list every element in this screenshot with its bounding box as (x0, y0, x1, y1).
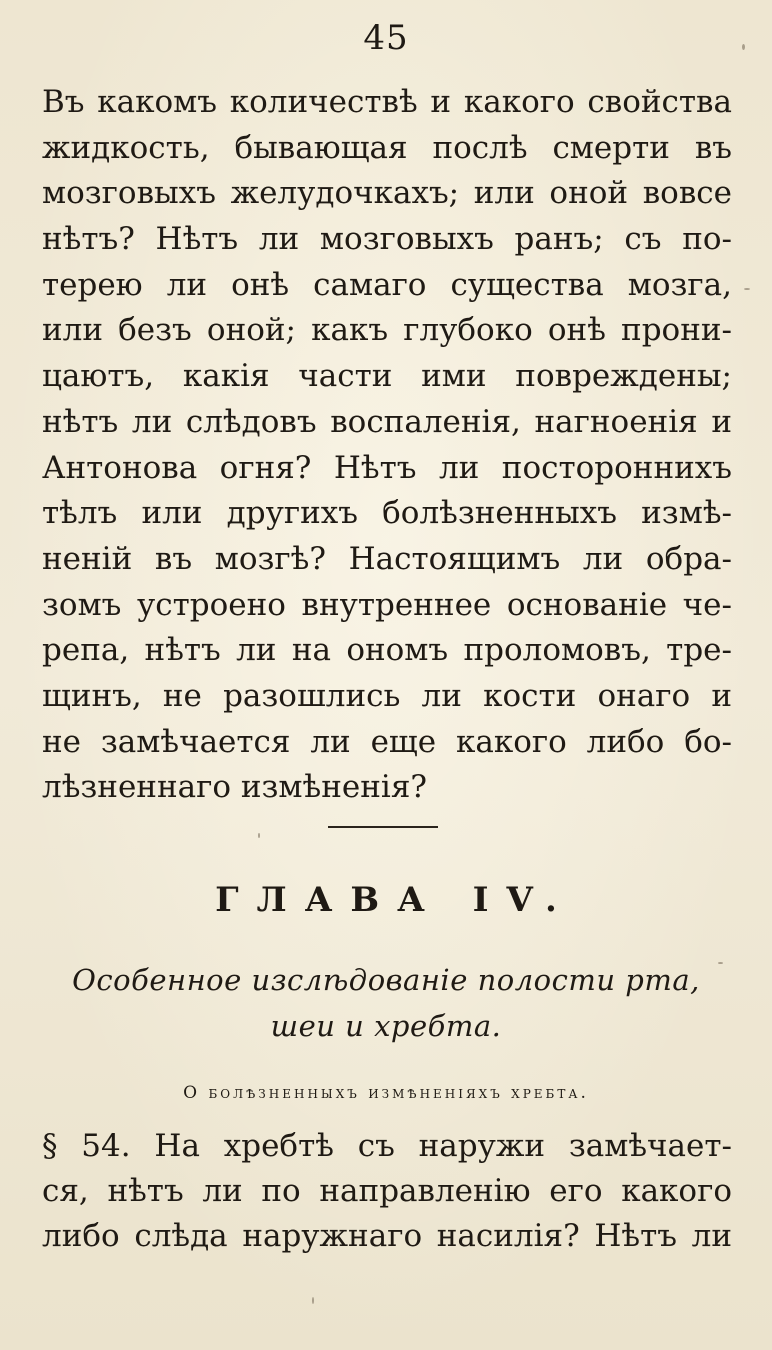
body-line: неній въ мозгѣ? Настоящимъ ли обра- (42, 540, 732, 577)
paragraph-line: либо слѣда наружнаго насилія? Нѣтъ ли (42, 1218, 732, 1254)
section-heading: О болѣзненныхъ измѣненіяхъ хребта. (183, 1083, 589, 1103)
body-line: нѣтъ ли слѣдовъ воспаленія, нагноенія и (42, 403, 732, 440)
body-line: мозговыхъ желудочкахъ; или оной вовсе (42, 175, 732, 212)
body-line: Антонова огня? Нѣтъ ли постороннихъ (42, 449, 732, 486)
body-line: тѣлъ или другихъ болѣзненныхъ измѣ- (42, 495, 732, 532)
body-line: зомъ устроено внутреннее основаніе че- (42, 586, 732, 623)
body-text (42, 80, 732, 811)
paragraph-line: ся, нѣтъ ли по направленію его какого (42, 1173, 732, 1209)
chapter-subtitle-line-2: шеи и хребта. (270, 1009, 502, 1043)
body-line: или безъ оной; какъ глубоко онѣ прони- (42, 312, 732, 349)
chapter-subtitle-line-1: Особенное изслѣдованіе полости рта, (72, 963, 700, 997)
paragraph-line: § 54. На хребтѣ съ наружи замѣчает- (42, 1128, 732, 1164)
body-line: щинъ, не разошлись ли кости онаго и (42, 677, 732, 714)
body-line: репа, нѣтъ ли на ономъ проломовъ, тре- (42, 632, 732, 669)
section-divider (328, 826, 438, 828)
page-number: 45 (363, 18, 409, 58)
paper-speck (258, 833, 260, 838)
paper-speck (718, 962, 723, 964)
paragraph-54 (42, 1124, 732, 1259)
body-line: не замѣчается ли еще какого либо бо- (42, 723, 732, 760)
body-line: лѣзненнаго измѣненія? (42, 769, 428, 806)
chapter-title: ГЛАВА IV. (215, 880, 575, 920)
paper-speck (742, 44, 745, 50)
paper-speck (312, 1297, 314, 1304)
body-line: нѣтъ? Нѣтъ ли мозговыхъ ранъ; съ по- (42, 221, 732, 258)
body-line: Въ какомъ количествѣ и какого свойства (42, 84, 732, 120)
body-line: терею ли онѣ самаго существа мозга, (42, 266, 732, 303)
body-line: цаютъ, какія части ими повреждены; (42, 358, 732, 395)
paper-speck (744, 288, 750, 290)
body-line: жидкость, бывающая послѣ смерти въ (42, 129, 732, 166)
